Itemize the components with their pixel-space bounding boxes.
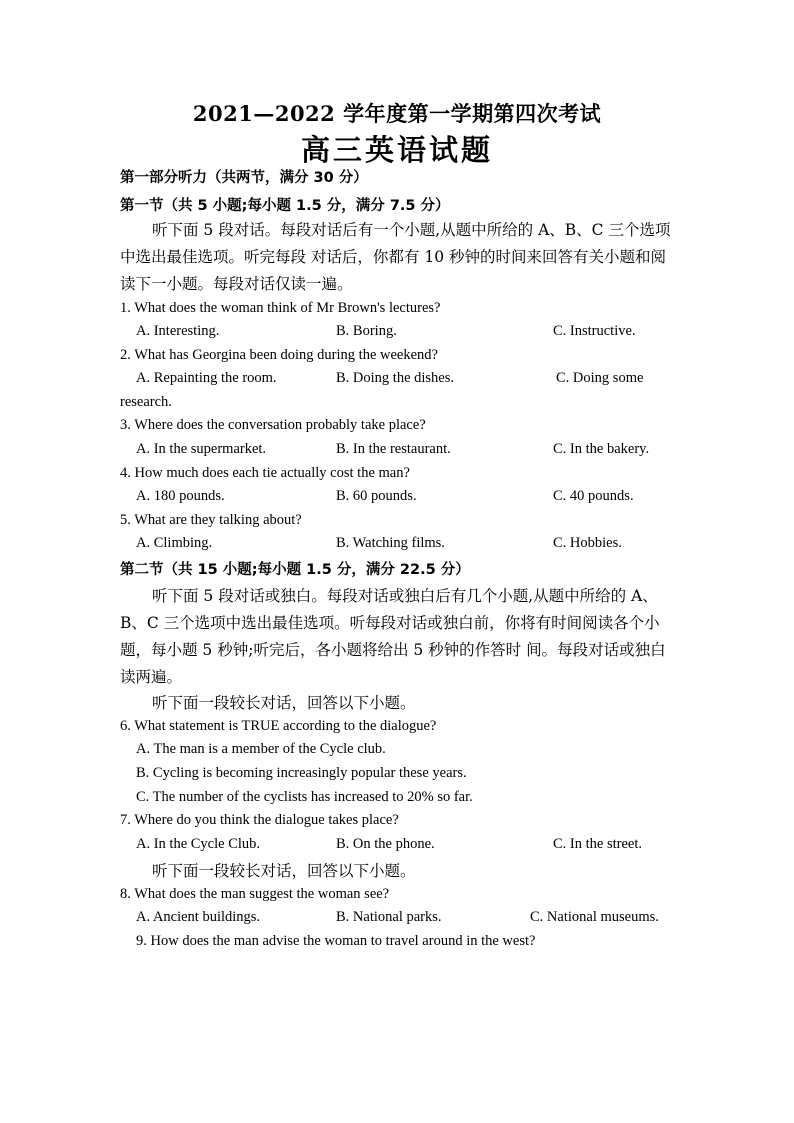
question-stem: 9. How does the man advise the woman to travel around in the west? bbox=[136, 933, 536, 949]
question-stem: 5. What are they talking about? bbox=[120, 512, 302, 528]
section1-instruction-line: 读下一小题。每段对话仅读一遍。 bbox=[120, 275, 353, 293]
option-a: A. Repainting the room. bbox=[136, 370, 277, 386]
option-b: B. 60 pounds. bbox=[336, 488, 417, 504]
option-a: A. In the supermarket. bbox=[136, 441, 267, 457]
question-stem: 4. How much does each tie actually cost the man? bbox=[120, 465, 410, 481]
question-stem: 3. Where does the conversation probably take place? bbox=[120, 417, 426, 433]
option-c-continued: research. bbox=[120, 394, 172, 410]
option-c: C. 40 pounds. bbox=[553, 488, 634, 504]
section1-title: 第一节（共 5 小题;每小题 1.5 分，满分 7.5 分） bbox=[120, 198, 450, 214]
option-c: C. Doing some bbox=[556, 370, 644, 386]
option-b: B. Watching films. bbox=[336, 535, 445, 551]
part1-title: 第一部分听力（共两节，满分 30 分） bbox=[120, 170, 368, 186]
question-stem: 6. What statement is TRUE according to the dialogue? bbox=[120, 718, 437, 734]
section2-instruction-line: 题，每小题 5 秒钟;听完后，各小题将给出 5 秒钟的作答时 间。每段对话或独白 bbox=[120, 641, 666, 659]
option-a: A. In the Cycle Club. bbox=[136, 836, 261, 852]
section2-instruction-line: B、C 三个选项中选出最佳选项。听每段对话或独白前，你将有时间阅读各个小 bbox=[120, 614, 660, 632]
option-b: B. Doing the dishes. bbox=[336, 370, 455, 386]
exam-title: 2021—2022 学年度第一学期第四次考试 bbox=[192, 101, 602, 126]
option-b: B. Cycling is becoming increasingly popular these years. bbox=[136, 765, 467, 781]
option-b: B. Boring. bbox=[336, 323, 397, 339]
option-c: C. In the bakery. bbox=[553, 441, 650, 457]
dialogue-intro: 听下面一段较长对话，回答以下小题。 bbox=[152, 694, 416, 712]
section2-instruction-line: 听下面 5 段对话或独白。每段对话或独白后有几个小题,从题中所给的 A、 bbox=[152, 587, 658, 605]
question-stem: 7. Where do you think the dialogue takes place? bbox=[120, 812, 399, 828]
subject-title: 高三英语试题 bbox=[300, 133, 493, 167]
option-b: B. On the phone. bbox=[336, 836, 435, 852]
option-c: C. In the street. bbox=[553, 836, 642, 852]
option-a: A. Climbing. bbox=[136, 535, 213, 551]
option-c: C. Hobbies. bbox=[553, 535, 622, 551]
question-stem: 1. What does the woman think of Mr Brown's lectures? bbox=[120, 300, 441, 316]
question-stem: 8. What does the man suggest the woman see? bbox=[120, 886, 390, 902]
dialogue-intro: 听下面一段较长对话，回答以下小题。 bbox=[152, 862, 416, 880]
option-a: A. Interesting. bbox=[136, 323, 220, 339]
option-b: B. In the restaurant. bbox=[336, 441, 451, 457]
option-b: B. National parks. bbox=[336, 909, 442, 925]
section2-instruction-line: 读两遍。 bbox=[120, 668, 183, 686]
option-a: A. Ancient buildings. bbox=[136, 909, 261, 925]
section1-instruction-line: 中选出最佳选项。听完每段 对话后，你都有 10 秒钟的时间来回答有关小题和阅 bbox=[120, 248, 667, 266]
option-c: C. Instructive. bbox=[553, 323, 636, 339]
option-a: A. The man is a member of the Cycle club. bbox=[136, 741, 386, 757]
option-c: C. National museums. bbox=[530, 909, 659, 925]
option-a: A. 180 pounds. bbox=[136, 488, 225, 504]
section2-title: 第二节（共 15 小题;每小题 1.5 分，满分 22.5 分） bbox=[120, 562, 470, 578]
option-c: C. The number of the cyclists has increased to 20% so far. bbox=[136, 789, 473, 805]
section1-instruction-line: 听下面 5 段对话。每段对话后有一个小题,从题中所给的 A、B、C 三个选项 bbox=[152, 221, 671, 239]
question-stem: 2. What has Georgina been doing during the weekend? bbox=[120, 347, 438, 363]
